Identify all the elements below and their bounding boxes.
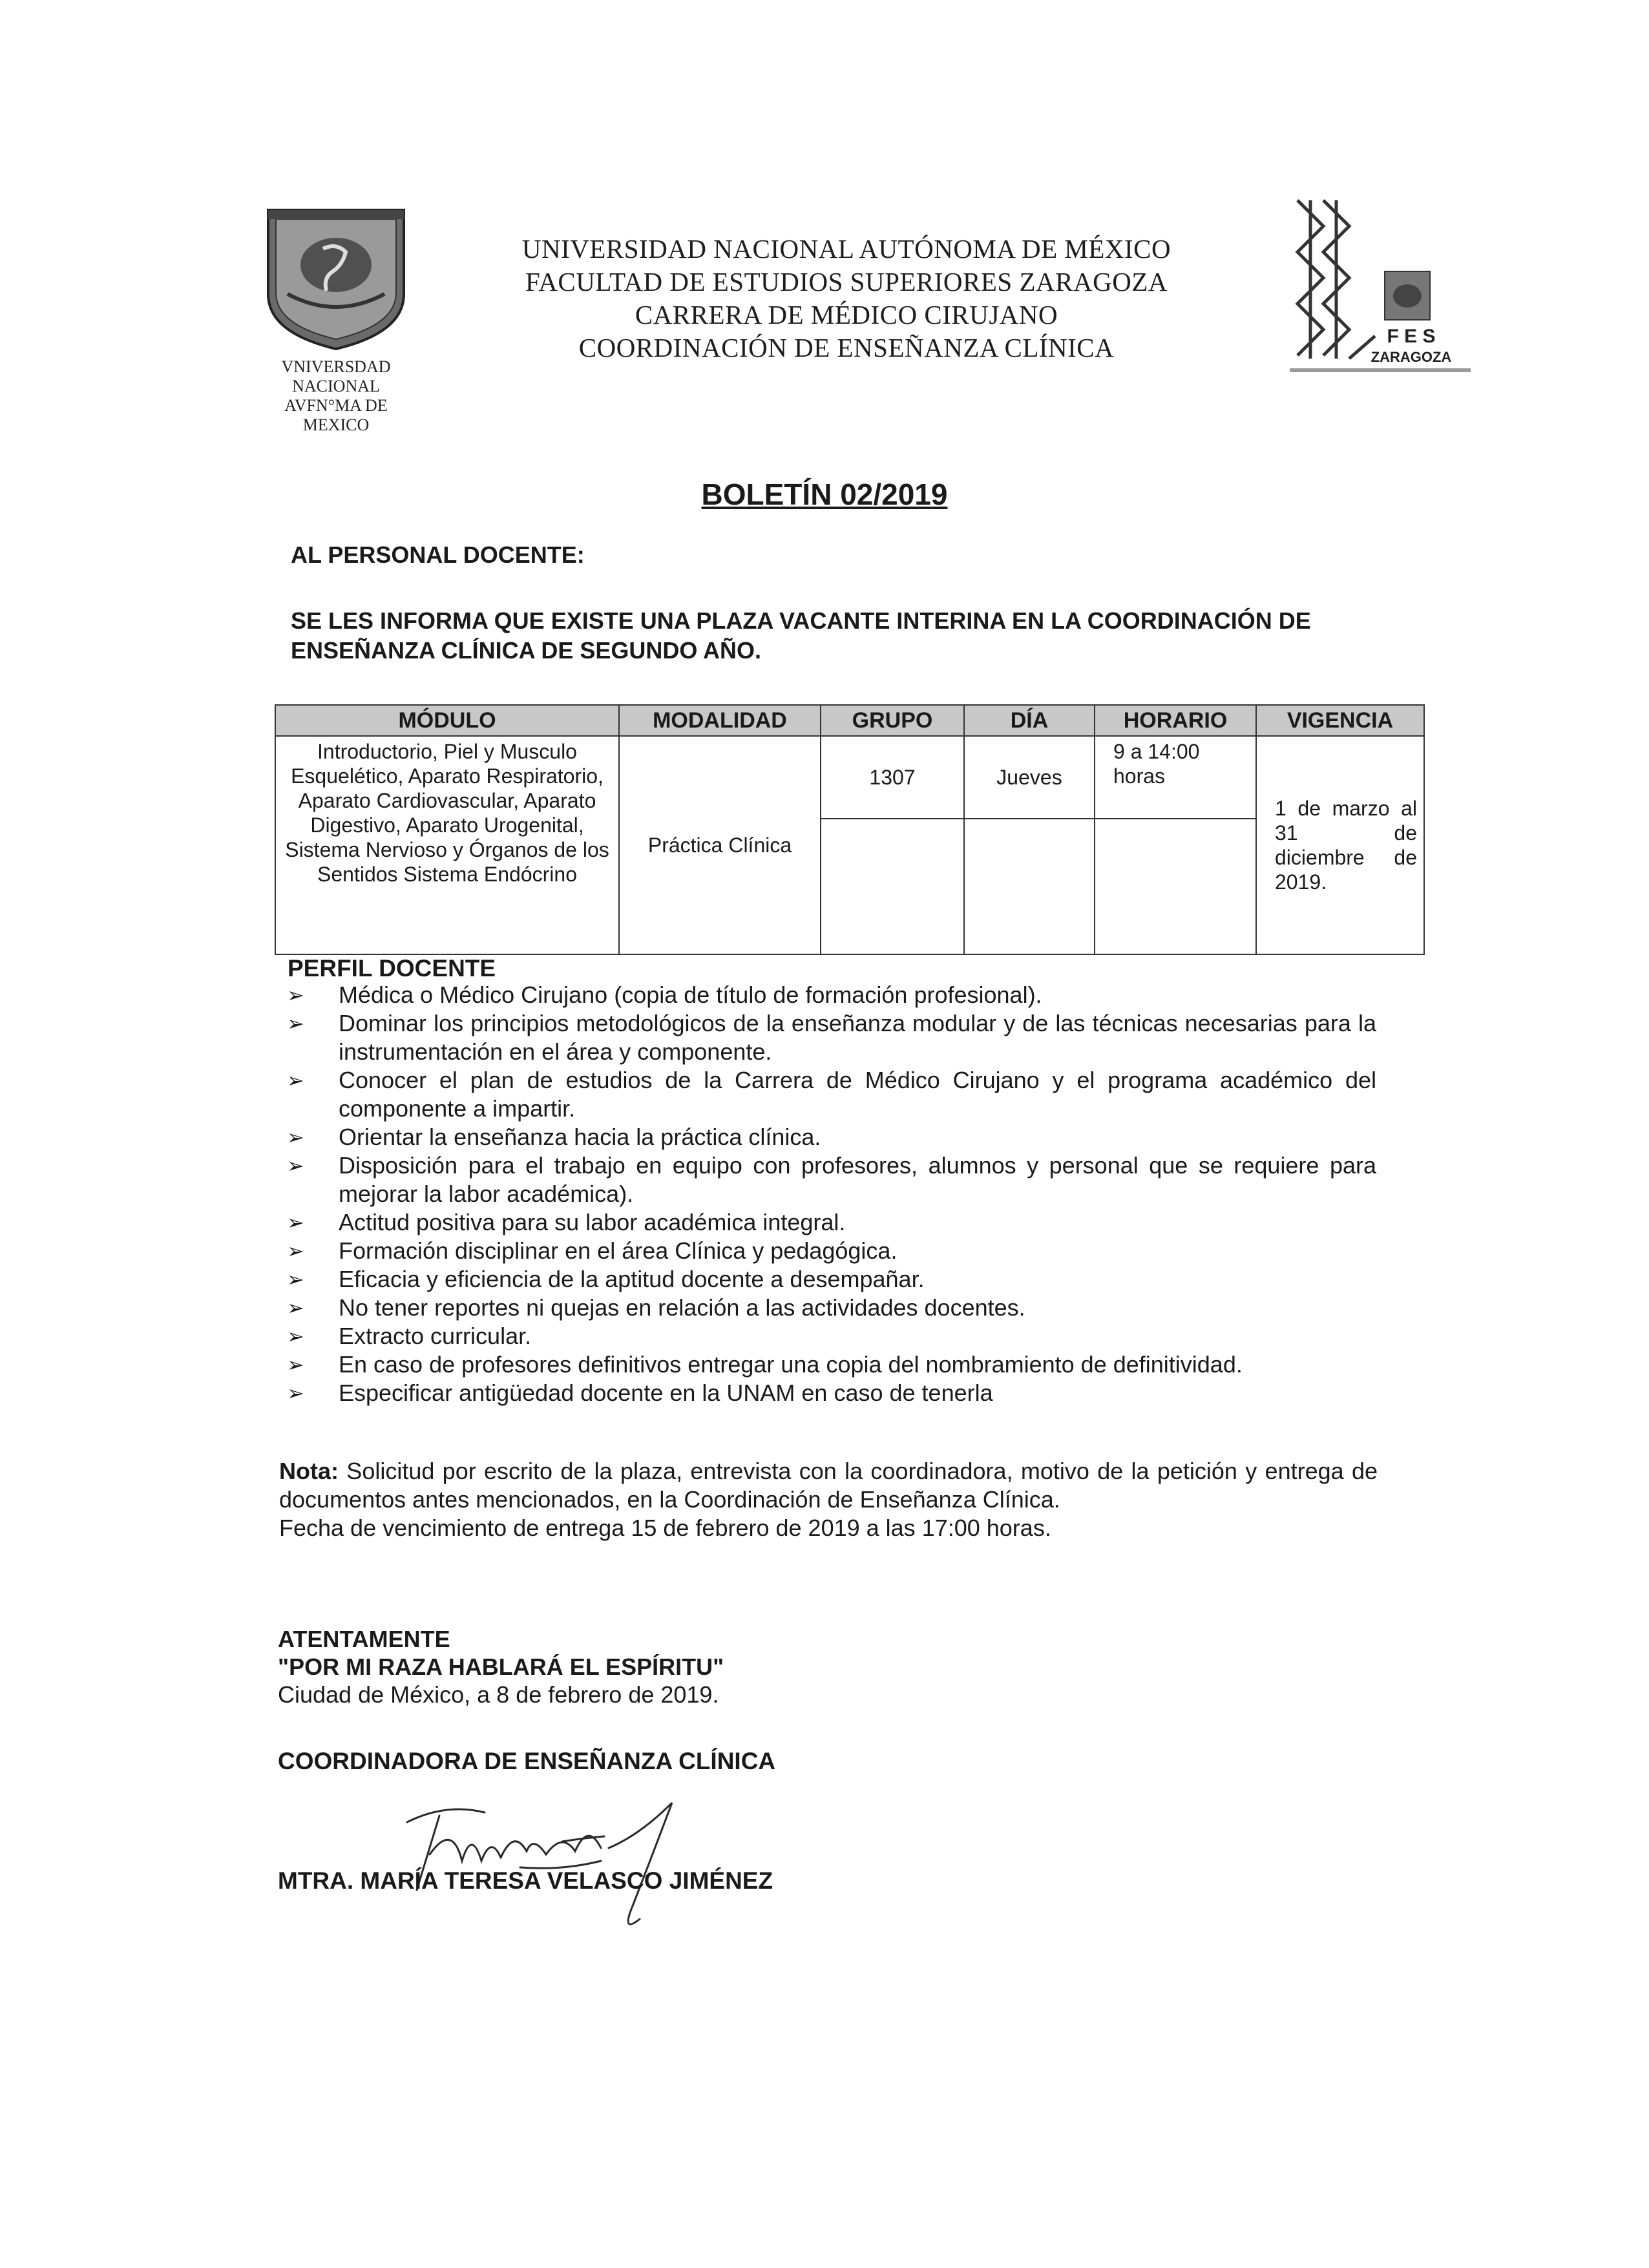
note-deadline: Fecha de vencimiento de entrega 15 de febrero de 2019 a las 17:00 horas.: [279, 1515, 1051, 1541]
list-item: [284, 1322, 1376, 1350]
list-item: [284, 1237, 1376, 1265]
list-item-text: Orientar la enseñanza hacia la práctica clínica.: [339, 1124, 821, 1150]
cell-modulo: Introductorio, Piel y Musculo Esquelético, Aparato Respiratorio, Aparato Cardiovascular, Aparato Digestivo, Aparato Urogenital, Sistema Nervioso y Órganos de los Sentidos Sistema Endócrino: [275, 736, 619, 954]
unam-caption-line: VNIVERSDAD NACIONAL: [281, 357, 391, 395]
fes-logo-text: F E S: [1387, 326, 1436, 347]
header-line-faculty: FACULTAD DE ESTUDIOS SUPERIORES ZARAGOZA: [525, 267, 1168, 297]
arrow-bullet-icon: ➢: [287, 1353, 304, 1376]
list-item-text: Dominar los principios metodológicos de la enseñanza modular y de las técnicas necesarias para la instrumentación en el área y componente.: [339, 1010, 1376, 1065]
column-header: GRUPO: [821, 705, 964, 736]
bulletin-title: BOLETÍN 02/2019: [701, 478, 948, 511]
perfil-title: PERFIL DOCENTE: [288, 955, 496, 982]
list-item: [284, 981, 1376, 1009]
list-item-text: Eficacia y eficiencia de la aptitud docente a desempañar.: [339, 1266, 925, 1292]
list-item: [284, 1208, 1376, 1237]
list-item-text: Médica o Médico Cirujano (copia de título de formación profesional).: [339, 982, 1042, 1008]
fes-logo-icon: [1285, 194, 1478, 388]
vacancy-table: [275, 704, 1425, 955]
unam-logo: [239, 197, 433, 435]
closing-motto: "POR MI RAZA HABLARÁ EL ESPÍRITU": [278, 1654, 724, 1680]
arrow-bullet-icon: ➢: [287, 1211, 304, 1234]
list-item-text: No tener reportes ni quejas en relación a las actividades docentes.: [339, 1294, 1025, 1321]
cell-empty: [964, 819, 1095, 954]
handwritten-signature: [368, 1725, 704, 1932]
note-label: Nota:: [279, 1458, 339, 1484]
list-item: [284, 1066, 1376, 1123]
arrow-bullet-icon: ➢: [287, 1012, 304, 1035]
list-item: [284, 1294, 1376, 1322]
arrow-bullet-icon: ➢: [287, 1069, 304, 1092]
arrow-bullet-icon: ➢: [287, 1126, 304, 1149]
greeting: AL PERSONAL DOCENTE:: [291, 541, 585, 568]
list-item-text: Disposición para el trabajo en equipo con profesores, alumnos y personal que se requiere para mejorar la labor académica).: [339, 1152, 1376, 1207]
arrow-bullet-icon: ➢: [287, 1325, 304, 1348]
note-text: Solicitud por escrito de la plaza, entrevista con la coordinadora, motivo de la petición y entrega de documentos antes mencionados, en la Coordinación de Enseñanza Clínica.: [279, 1458, 1378, 1513]
list-item-text: Especificar antigüedad docente en la UNAM en caso de tenerla: [339, 1380, 993, 1406]
institution-header: [452, 233, 1241, 364]
list-item-text: Extracto curricular.: [339, 1323, 532, 1349]
table-header-row: [275, 705, 1424, 736]
column-header: DÍA: [964, 705, 1095, 736]
list-item-text: Formación disciplinar en el área Clínica y pedagógica.: [339, 1237, 898, 1264]
list-item: [284, 1350, 1376, 1379]
header-line-university: UNIVERSIDAD NACIONAL AUTÓNOMA DE MÉXICO: [521, 234, 1171, 264]
cell-modalidad: Práctica Clínica: [619, 736, 821, 954]
arrow-bullet-icon: ➢: [287, 1381, 304, 1405]
announcement: SE LES INFORMA QUE EXISTE UNA PLAZA VACANTE INTERINA EN LA COORDINACIÓN DE ENSEÑANZA CLÍNICA DE SEGUNDO AÑO.: [291, 607, 1311, 664]
arrow-bullet-icon: ➢: [287, 983, 304, 1007]
unam-caption-line: MEXICO: [302, 415, 370, 434]
column-header: MODALIDAD: [619, 705, 821, 736]
signatory-name: MTRA. MARÍA TERESA VELASCO JIMÉNEZ: [278, 1867, 773, 1894]
header-line-coordination: COORDINACIÓN DE ENSEÑANZA CLÍNICA: [578, 333, 1115, 362]
header-line-career: CARRERA DE MÉDICO CIRUJANO: [635, 300, 1058, 330]
column-header: MÓDULO: [275, 705, 619, 736]
unam-caption-line: AVFN°MA DE: [284, 396, 388, 415]
list-item: [284, 1265, 1376, 1294]
list-item-text: Actitud positiva para su labor académica integral.: [339, 1209, 846, 1235]
closing-place-date: Ciudad de México, a 8 de febrero de 2019.: [278, 1681, 719, 1708]
fes-logo-subtext: ZARAGOZA: [1371, 349, 1452, 365]
arrow-bullet-icon: ➢: [287, 1268, 304, 1291]
cell-vigencia: 1 de marzo al 31 de diciembre de 2019.: [1256, 736, 1424, 954]
list-item-text: En caso de profesores definitivos entregar una copia del nombramiento de definitividad.: [339, 1351, 1243, 1378]
arrow-bullet-icon: ➢: [287, 1154, 304, 1177]
requirements-list: [284, 981, 1376, 1407]
list-item: [284, 1379, 1376, 1407]
list-item: [284, 1009, 1376, 1066]
cell-grupo: 1307: [821, 736, 964, 819]
arrow-bullet-icon: ➢: [287, 1296, 304, 1319]
list-item: [284, 1123, 1376, 1151]
table-row: [275, 736, 1424, 819]
column-header: VIGENCIA: [1256, 705, 1424, 736]
unam-seal-icon: [262, 197, 410, 352]
note-paragraph: [279, 1457, 1378, 1542]
list-item-text: Conocer el plan de estudios de la Carrera de Médico Cirujano y el programa académico del componente a impartir.: [339, 1067, 1376, 1122]
closing-atentamente: ATENTAMENTE: [278, 1626, 450, 1652]
cell-dia: Jueves: [964, 736, 1095, 819]
cell-empty: [821, 819, 964, 954]
arrow-bullet-icon: ➢: [287, 1239, 304, 1263]
closing-block: [278, 1625, 724, 1708]
fes-zaragoza-logo: [1285, 194, 1478, 388]
signatory-title: COORDINADORA DE ENSEÑANZA CLÍNICA: [278, 1748, 776, 1774]
cell-horario: 9 a 14:00 horas: [1095, 736, 1256, 819]
cell-empty: [1095, 819, 1256, 954]
column-header: HORARIO: [1095, 705, 1256, 736]
list-item: [284, 1151, 1376, 1208]
